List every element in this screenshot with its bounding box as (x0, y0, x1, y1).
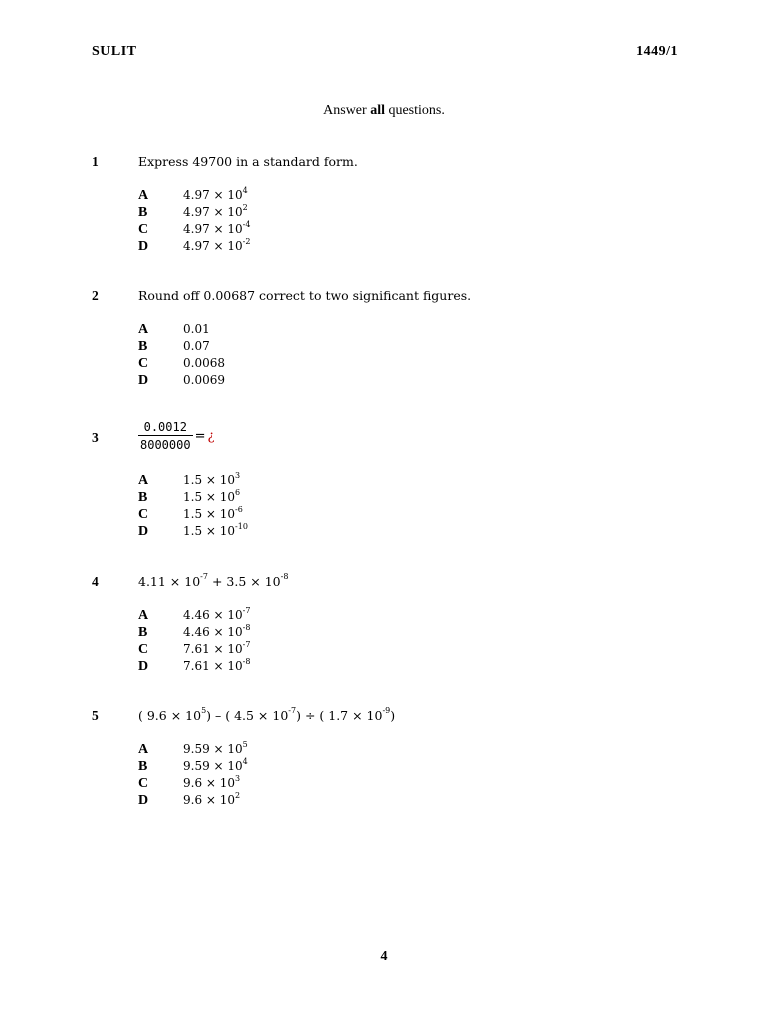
option-letter: B (138, 339, 148, 354)
option-letter: C (138, 222, 149, 237)
option-letter: D (138, 659, 149, 674)
fraction-numerator: 0.0012 (143, 420, 187, 434)
instruction (0, 103, 768, 119)
option-value: 0.0068 (183, 356, 225, 370)
option-value: $4.46 \times 10^{-7}$ (183, 606, 251, 622)
option-value: $7.61 \times 10^{-7}$ (183, 640, 251, 656)
option-letter: C (138, 776, 149, 791)
header-paper-code: 1449/1 (636, 44, 678, 59)
option-value: $4.97 \times 10^{-4}$ (183, 220, 251, 236)
option-letter: A (138, 608, 149, 623)
option-value: $1.5 \times 10^6$ (183, 488, 241, 504)
option-letter: C (138, 356, 149, 371)
option-letter: B (138, 759, 148, 774)
option-letter: C (138, 507, 149, 522)
option-value: $4.97 \times 10^{-2}$ (183, 237, 251, 253)
option-letter: A (138, 473, 149, 488)
option-letter: C (138, 642, 149, 657)
unknown-symbol: ¿ (207, 428, 215, 444)
question-text: Express 49700 in a standard form. (138, 154, 358, 169)
option-value: $1.5 \times 10^{-6}$ (183, 505, 243, 521)
option-letter: D (138, 239, 149, 254)
header-left-label: SULIT (92, 44, 137, 59)
question-number: 2 (92, 288, 99, 303)
option-value: $9.6 \times 10^2$ (183, 791, 241, 807)
fraction (138, 420, 193, 452)
option-value: $9.59 \times 10^4$ (183, 757, 248, 773)
option-value: $1.5 \times 10^3$ (183, 471, 241, 487)
instruction-text-bold: all (370, 103, 385, 118)
question-number: 4 (92, 574, 99, 589)
instruction-text-after: questions. (384, 103, 445, 118)
option-value: 0.0069 (183, 373, 225, 387)
option-letter: B (138, 625, 148, 640)
option-value: $9.6 \times 10^3$ (183, 774, 241, 790)
option-letter: D (138, 524, 149, 539)
option-letter: A (138, 742, 149, 757)
question-number: 3 (92, 430, 99, 445)
option-value: 0.07 (183, 339, 210, 353)
instruction-text-before: Answer (323, 103, 371, 118)
question-text: Round off 0.00687 correct to two significant figures. (138, 288, 472, 303)
option-letter: A (138, 322, 149, 337)
equals-sign: = (194, 428, 206, 444)
question-expression: ( $9.6 \times 10^5$) – ( $4.5 \times 10^{-7}$) ÷ ( $1.7 \times 10^{-9}$) (138, 706, 396, 723)
option-letter: A (138, 188, 149, 203)
option-value: 0.01 (183, 322, 210, 336)
option-value: $4.97 \times 10^4$ (183, 186, 248, 202)
question-number: 1 (92, 154, 99, 169)
option-letter: B (138, 205, 148, 220)
option-value: $4.46 \times 10^{-8}$ (183, 623, 251, 639)
question-number: 5 (92, 708, 99, 723)
option-value: $7.61 \times 10^{-8}$ (183, 657, 251, 673)
option-letter: D (138, 373, 149, 388)
page-number: 4 (380, 949, 388, 964)
option-value: $9.59 \times 10^5$ (183, 740, 248, 756)
option-letter: B (138, 490, 148, 505)
option-letter: D (138, 793, 149, 808)
option-value: $4.97 \times 10^2$ (183, 203, 248, 219)
option-value: $1.5 \times 10^{-10}$ (183, 522, 248, 538)
fraction-denominator: 8000000 (138, 435, 193, 452)
question-expression: $4.11 \times 10^{-7} + 3.5 \times 10^{-8}$ (138, 572, 289, 589)
fraction-expression (138, 420, 214, 452)
